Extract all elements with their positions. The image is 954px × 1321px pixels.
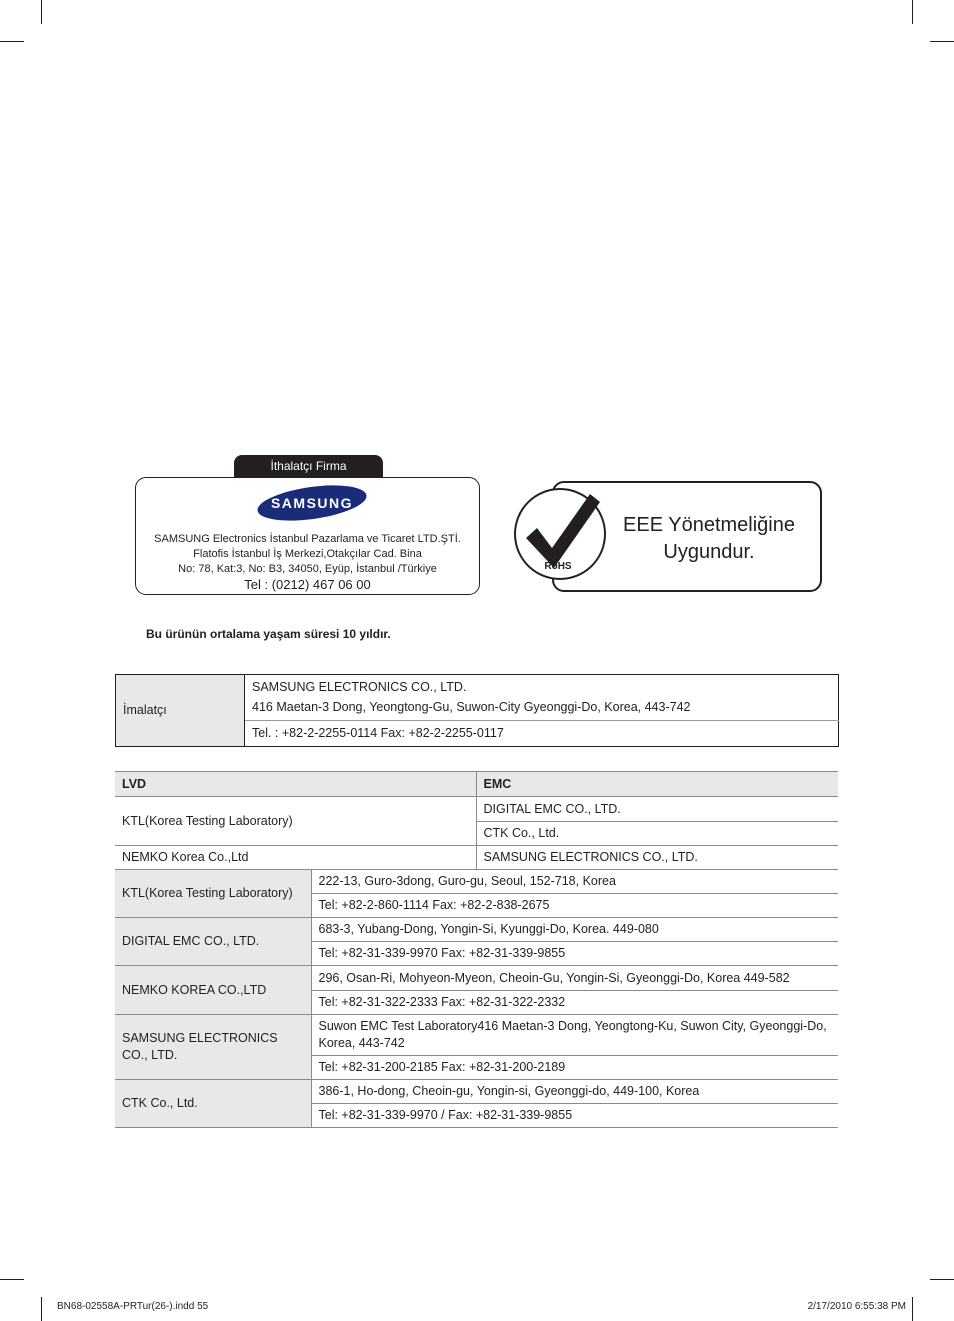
importer-tab: İthalatçı Firma xyxy=(234,455,383,477)
emc-entry: CTK Co., Ltd. xyxy=(476,822,838,846)
lifetime-note: Bu ürünün ortalama yaşam süresi 10 yıldır. xyxy=(146,627,391,641)
lab-name: KTL(Korea Testing Laboratory) xyxy=(115,870,311,918)
rohs-check-icon xyxy=(512,486,608,582)
lab-contact: Tel: +82-31-339-9970 / Fax: +82-31-339-9855 xyxy=(311,1104,838,1128)
crop-mark xyxy=(0,41,24,42)
lab-contact: Tel: +82-31-322-2333 Fax: +82-31-322-2332 xyxy=(311,991,838,1015)
manufacturer-company: SAMSUNG ELECTRONICS CO., LTD. xyxy=(252,680,467,694)
manufacturer-company-cell xyxy=(245,675,839,721)
lab-address: Suwon EMC Test Laboratory416 Maetan-3 Dong, Yeongtong-Ku, Suwon City, Gyeonggi-Do, Korea, 443-742 xyxy=(311,1015,838,1056)
manufacturer-contact: Tel. : +82-2-2255-0114 Fax: +82-2-2255-0117 xyxy=(245,721,839,747)
eee-line: EEE Yönetmeliğine xyxy=(623,514,795,536)
lab-address: 386-1, Ho-dong, Cheoin-gu, Yongin-si, Gyeonggi-do, 449-100, Korea xyxy=(311,1080,838,1104)
importer-address xyxy=(136,532,479,593)
emc-header: EMC xyxy=(476,772,838,797)
lab-address: 222-13, Guro-3dong, Guro-gu, Seoul, 152-718, Korea xyxy=(311,870,838,894)
manufacturer-table xyxy=(115,674,839,747)
eee-compliance-text xyxy=(600,512,818,566)
lvd-header: LVD xyxy=(115,772,476,797)
lab-contact: Tel: +82-2-860-1114 Fax: +82-2-838-2675 xyxy=(311,894,838,918)
lab-name: SAMSUNG ELECTRONICS CO., LTD. xyxy=(115,1015,311,1080)
importer-line: SAMSUNG Electronics İstanbul Pazarlama ve Ticaret LTD.ŞTİ. xyxy=(154,533,461,545)
lab-name: DIGITAL EMC CO., LTD. xyxy=(115,918,311,966)
crop-mark xyxy=(930,41,954,42)
lvd-entry: KTL(Korea Testing Laboratory) xyxy=(115,797,476,846)
manufacturer-label: İmalatçı xyxy=(116,675,245,747)
importer-box xyxy=(135,477,480,595)
emc-entry: DIGITAL EMC CO., LTD. xyxy=(476,797,838,822)
crop-mark xyxy=(0,1279,24,1280)
svg-text:RoHS: RoHS xyxy=(544,561,572,572)
importer-line: Flatofis İstanbul İş Merkezi,Otakçılar Cad. Bina xyxy=(193,548,422,560)
footer-date: 2/17/2010 6:55:38 PM xyxy=(807,1301,906,1312)
lab-table xyxy=(115,771,838,1128)
crop-mark xyxy=(930,1279,954,1280)
crop-mark xyxy=(912,0,913,24)
lab-contact: Tel: +82-31-200-2185 Fax: +82-31-200-2189 xyxy=(311,1056,838,1080)
lab-address: 683-3, Yubang-Dong, Yongin-Si, Kyunggi-Do, Korea. 449-080 xyxy=(311,918,838,942)
crop-mark xyxy=(41,0,42,24)
emc-entry: SAMSUNG ELECTRONICS CO., LTD. xyxy=(476,846,838,870)
manufacturer-address: 416 Maetan-3 Dong, Yeongtong-Gu, Suwon-City Gyeonggi-Do, Korea, 443-742 xyxy=(252,700,691,714)
crop-mark xyxy=(41,1297,42,1321)
lab-name: NEMKO KOREA CO.,LTD xyxy=(115,966,311,1015)
samsung-logo xyxy=(256,482,368,524)
importer-line: No: 78, Kat:3, No: B3, 34050, Eyüp, İstanbul /Türkiye xyxy=(178,563,437,575)
importer-tel: Tel : (0212) 467 06 00 xyxy=(244,577,371,592)
crop-mark xyxy=(912,1297,913,1321)
footer-file: BN68-02558A-PRTur(26-).indd 55 xyxy=(57,1301,209,1312)
lvd-entry: NEMKO Korea Co.,Ltd xyxy=(115,846,476,870)
eee-line: Uygundur. xyxy=(663,541,755,563)
lab-name: CTK Co., Ltd. xyxy=(115,1080,311,1128)
svg-text:SAMSUNG: SAMSUNG xyxy=(270,495,354,511)
lab-address: 296, Osan-Ri, Mohyeon-Myeon, Cheoin-Gu, Yongin-Si, Gyeonggi-Do, Korea 449-582 xyxy=(311,966,838,991)
lab-contact: Tel: +82-31-339-9970 Fax: +82-31-339-9855 xyxy=(311,942,838,966)
